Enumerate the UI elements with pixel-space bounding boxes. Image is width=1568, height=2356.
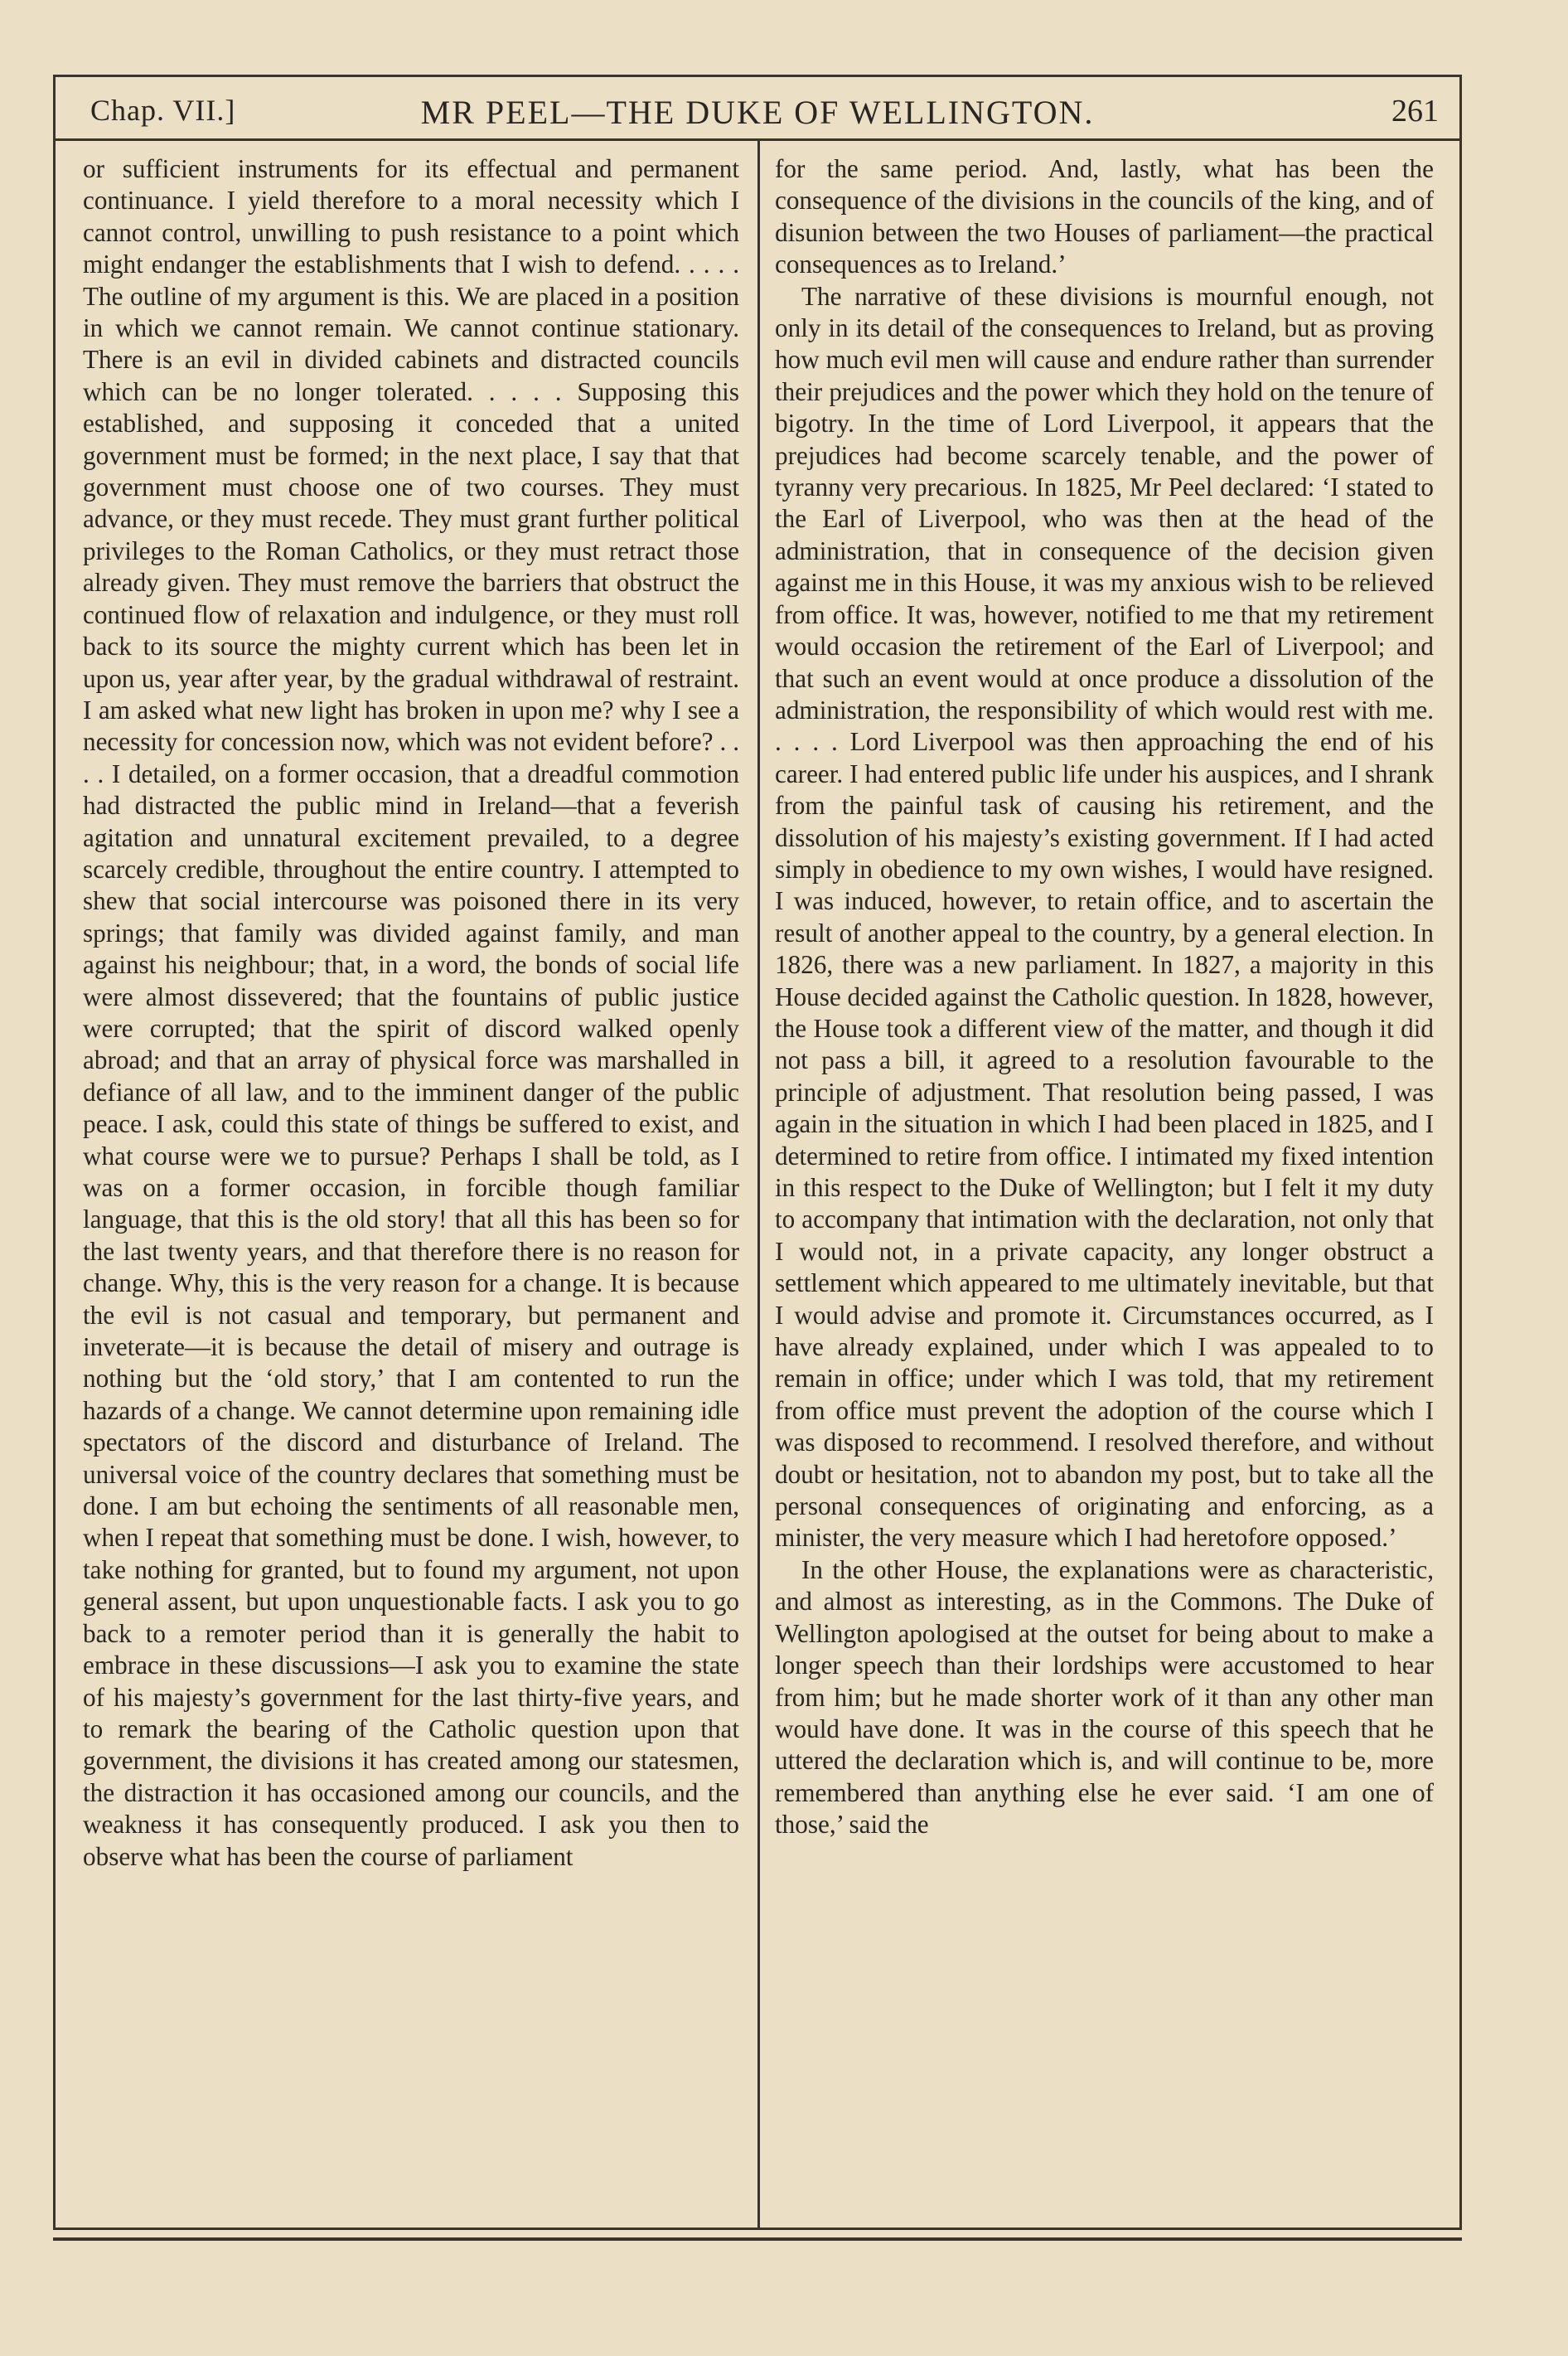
chapter-label: Chap. VII.] bbox=[90, 94, 236, 127]
running-title: MR PEEL—THE DUKE OF WELLINGTON. bbox=[420, 94, 1095, 131]
right-column bbox=[775, 153, 1434, 2205]
paragraph: for the same period. And, lastly, what has been the consequence of the divisions in the councils of the king, and of disunion between the two Houses of parliament—the practical consequences as to Ireland.’ bbox=[775, 154, 1434, 279]
left-column bbox=[83, 153, 739, 2205]
page-number: 261 bbox=[1391, 94, 1439, 128]
paragraph: In the other House, the explanations were as characteristic, and almost as interesting, as in the Commons. The Duke of Wellington apologised at the outset for being about to make a longer speech than their lordships were accustomed to hear from him; but he made shorter work of it than any other man would have done. It was in the course of this speech that he uttered the declaration which is, and will continue to be, more remembered than anything else he ever said. ‘I am one of those,’ said the bbox=[775, 1554, 1434, 1840]
column-divider bbox=[757, 141, 760, 2230]
paragraph: or sufficient instruments for its effectual and permanent continuance. I yield therefore to a moral necessity which I cannot control, unwilling to push resistance to a point which might endanger the establishments that I wish to defend. . . . . The outline of my argument is this. We are placed in a position in which we cannot remain. We cannot continue stationary. There is an evil in divided cabinets and distracted councils which can be no longer tolerated. . . . . Supposing this established, and supposing it conceded that a united government must be formed; in the next place, I say that that government must choose one of two courses. They must advance, or they must recede. They must grant further political privileges to the Roman Catholics, or they must retract those already given. They must remove the barriers that obstruct the continued flow of relaxation and indulgence, or they must roll back to its source the mighty current which has been let in upon us, year after year, by the gradual withdrawal of restraint. I am asked what new light has broken in upon me? why I see a necessity for concession now, which was not evident before? . . . . I detailed, on a former occasion, that a dreadful commotion had distracted the public mind in Ireland—that a feverish agitation and unnatural excitement prevailed, to a degree scarcely credible, throughout the entire country. I attempted to shew that social intercourse was poisoned there in its very springs; that family was divided against family, and man against his neighbour; that, in a word, the bonds of social life were almost dissevered; that the fountains of public justice were corrupted; that the spirit of discord walked openly abroad; and that an array of physical force was marshalled in defiance of all law, and to the imminent danger of the public peace. I ask, could this state of things be suffered to exist, and what course were we to pursue? Perhaps I shall be told, as I was on a former occasion, in forcible though familiar language, that this is the old story! that all this has been so for the last twenty years, and that therefore there is no reason for change. Why, this is the very reason for a change. It is because the evil is not casual and temporary, but permanent and inveterate—it is because the detail of misery and outrage is nothing but the ‘old story,’ that I am contented to run the hazards of a change. We cannot determine upon remaining idle spectators of the discord and disturbance of Ireland. The universal voice of the country declares that something must be done. I am but echoing the sentiments of all reasonable men, when I repeat that something must be done. I wish, however, to take nothing for granted, but to found my argument, not upon general assent, but upon unquestionable facts. I ask you to go back to a remoter period than it is generally the habit to embrace in these discussions—I ask you to examine the state of his majesty’s government for the last thirty-five years, and to remark the bearing of the Catholic question upon that government, the divisions it has created among our statesmen, the distraction it has occasioned among our councils, and the weakness it has consequently produced. I ask you then to observe what has been the course of parliament bbox=[83, 154, 739, 1871]
running-header bbox=[53, 75, 1462, 141]
paragraph: The narrative of these divisions is mournful enough, not only in its detail of the consequences to Ireland, but as proving how much evil men will cause and endure rather than surrender their prejudices and the power which they hold on the tenure of bigotry. In the time of Lord Liverpool, it appears that the prejudices had become scarcely tenable, and the power of tyranny very precarious. In 1825, Mr Peel declared: ‘I stated to the Earl of Liverpool, who was then at the head of the administration, that in consequence of the decision given against me in this House, it was my anxious wish to be relieved from office. It was, however, notified to me that my retirement would occasion the retirement of the Earl of Liverpool; and that such an event would at once produce a dissolution of the administration, the responsibility of which would rest with me. . . . . Lord Liverpool was then approaching the end of his career. I had entered public life under his auspices, and I shrank from the painful task of causing his retirement, and the dissolution of his majesty’s existing government. If I had acted simply in obedience to my own wishes, I would have resigned. I was induced, however, to retain office, and to ascertain the result of another appeal to the country, by a general election. In 1826, there was a new parliament. In 1827, a majority in this House decided against the Catholic question. In 1828, however, the House took a different view of the matter, and though it did not pass a bill, it agreed to a resolution favourable to the principle of adjustment. That resolution being passed, I was again in the situation in which I had been placed in 1825, and I determined to retire from office. I intimated my fixed intention in this respect to the Duke of Wellington; but I felt it my duty to accompany that intimation with the declaration, not only that I would not, in a private capacity, any longer obstruct a settlement which appeared to me ultimately inevitable, but that I would advise and promote it. Circumstances occurred, as I have already explained, under which I was appealed to to remain in office; under which I was told, that my retirement from office must prevent the adoption of the course which I was disposed to recommend. I resolved therefore, and without doubt or hesitation, not to abandon my post, but to take all the personal consequences of originating and enforcing, as a minister, the very measure which I had heretofore opposed.’ bbox=[775, 281, 1434, 1553]
frame-bottom-rule bbox=[53, 2237, 1462, 2241]
